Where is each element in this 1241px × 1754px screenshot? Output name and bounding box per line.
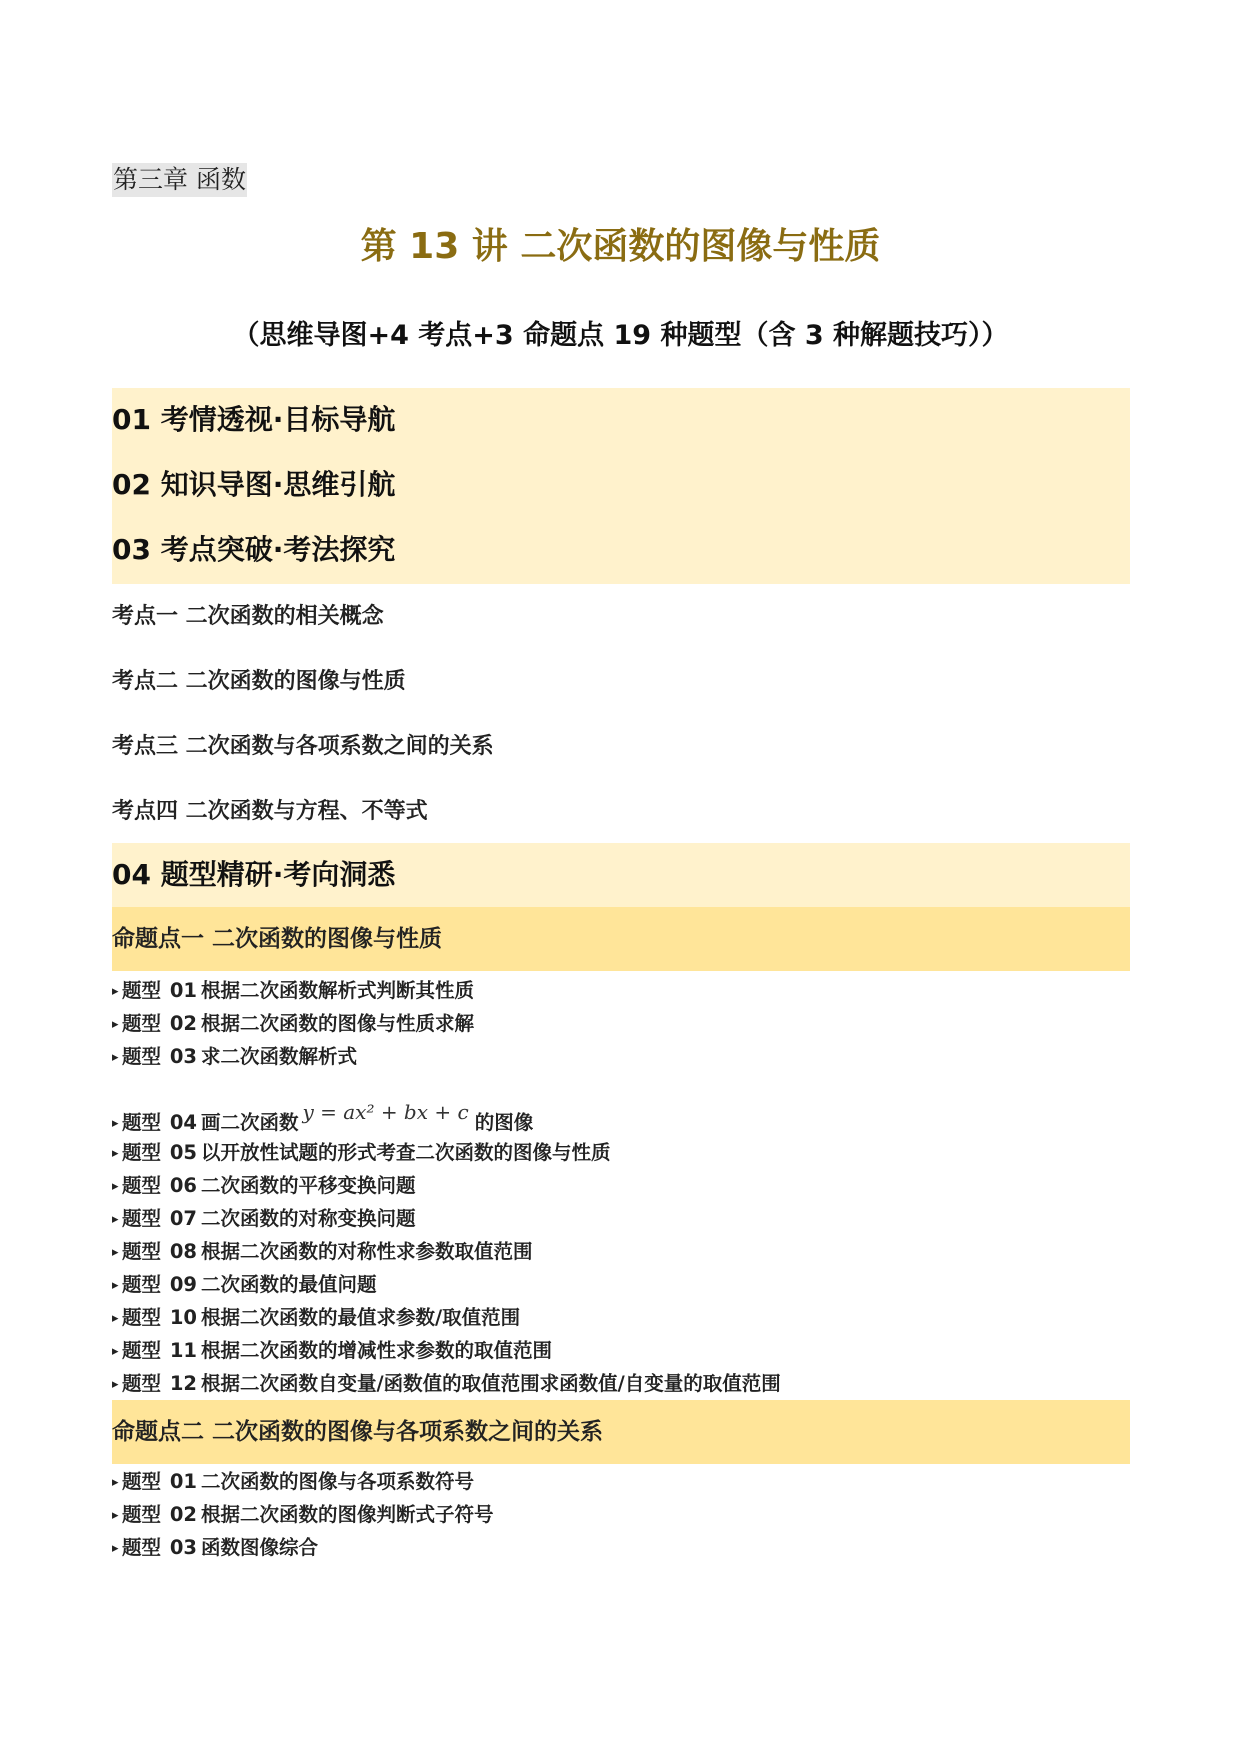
kaodian-item-4[interactable]: 考点四 二次函数与方程、不等式 [112,799,428,824]
arrow-bullet-icon: ▸ [112,1278,119,1293]
tixing-item[interactable]: ▸ 题型 10 根据二次函数的最值求参数/取值范围 [112,1304,520,1333]
mingtidian-label-2: 命题点二 二次函数的图像与各项系数之间的关系 [112,1419,604,1445]
tixing-item[interactable]: ▸ 题型 12 根据二次函数自变量/函数值的取值范围求函数值/自变量的取值范围 [112,1370,781,1399]
arrow-bullet-icon: ▸ [112,1541,119,1556]
tixing-item[interactable]: ▸ 题型 05 以开放性试题的形式考查二次函数的图像与性质 [112,1139,610,1168]
nav-item-01[interactable]: 01 考情透视·目标导航 [112,403,396,436]
arrow-bullet-icon: ▸ [112,1344,119,1359]
tixing-item[interactable]: ▸ 题型 02 根据二次函数的图像判断式子符号 [112,1501,493,1530]
arrow-bullet-icon: ▸ [112,984,119,999]
arrow-bullet-icon: ▸ [112,1017,119,1032]
page-subtitle: （思维导图+4 考点+3 命题点 19 种题型（含 3 种解题技巧）） [232,320,1009,351]
tixing-item[interactable]: ▸ 题型 01 二次函数的图像与各项系数符号 [112,1468,474,1497]
arrow-bullet-icon: ▸ [112,1116,119,1131]
arrow-bullet-icon: ▸ [112,1377,119,1392]
nav-item-03[interactable]: 03 考点突破·考法探究 [112,533,396,566]
page-title: 第 13 讲 二次函数的图像与性质 [360,226,881,267]
arrow-bullet-icon: ▸ [112,1245,119,1260]
tixing-item[interactable]: ▸ 题型 07 二次函数的对称变换问题 [112,1205,415,1234]
mingtidian-label-1: 命题点一 二次函数的图像与性质 [112,926,443,952]
tixing-item[interactable]: ▸ 题型 09 二次函数的最值问题 [112,1271,376,1300]
arrow-bullet-icon: ▸ [112,1311,119,1326]
tixing-item[interactable]: ▸ 题型 02 根据二次函数的图像与性质求解 [112,1010,474,1039]
arrow-bullet-icon: ▸ [112,1508,119,1523]
arrow-bullet-icon: ▸ [112,1146,119,1161]
arrow-bullet-icon: ▸ [112,1179,119,1194]
chapter-label: 第三章 函数 [112,163,247,197]
tixing-item[interactable]: ▸ 题型 04 画二次函数 y = ax² + bx + c 的图像 [112,1098,533,1138]
kaodian-item-2[interactable]: 考点二 二次函数的图像与性质 [112,669,406,694]
nav-section-block [112,388,1130,584]
tixing-item[interactable]: ▸ 题型 01 根据二次函数解析式判断其性质 [112,977,474,1006]
arrow-bullet-icon: ▸ [112,1050,119,1065]
nav-item-02[interactable]: 02 知识导图·思维引航 [112,468,396,501]
nav-section-block-04 [112,843,1130,907]
quadratic-formula: y = ax² + bx + c [302,1100,469,1124]
arrow-bullet-icon: ▸ [112,1212,119,1227]
mingtidian-header-1[interactable] [112,907,1130,971]
tixing-item[interactable]: ▸ 题型 11 根据二次函数的增减性求参数的取值范围 [112,1337,552,1366]
kaodian-item-3[interactable]: 考点三 二次函数与各项系数之间的关系 [112,734,494,759]
arrow-bullet-icon: ▸ [112,1475,119,1490]
tixing-item[interactable]: ▸ 题型 08 根据二次函数的对称性求参数取值范围 [112,1238,532,1267]
mingtidian-header-2[interactable] [112,1400,1130,1464]
tixing-item[interactable]: ▸ 题型 06 二次函数的平移变换问题 [112,1172,415,1201]
tixing-item[interactable]: ▸ 题型 03 函数图像综合 [112,1534,318,1563]
nav-item-04[interactable]: 04 题型精研·考向洞悉 [112,858,396,891]
tixing-item[interactable]: ▸ 题型 03 求二次函数解析式 [112,1043,357,1072]
kaodian-item-1[interactable]: 考点一 二次函数的相关概念 [112,604,384,629]
